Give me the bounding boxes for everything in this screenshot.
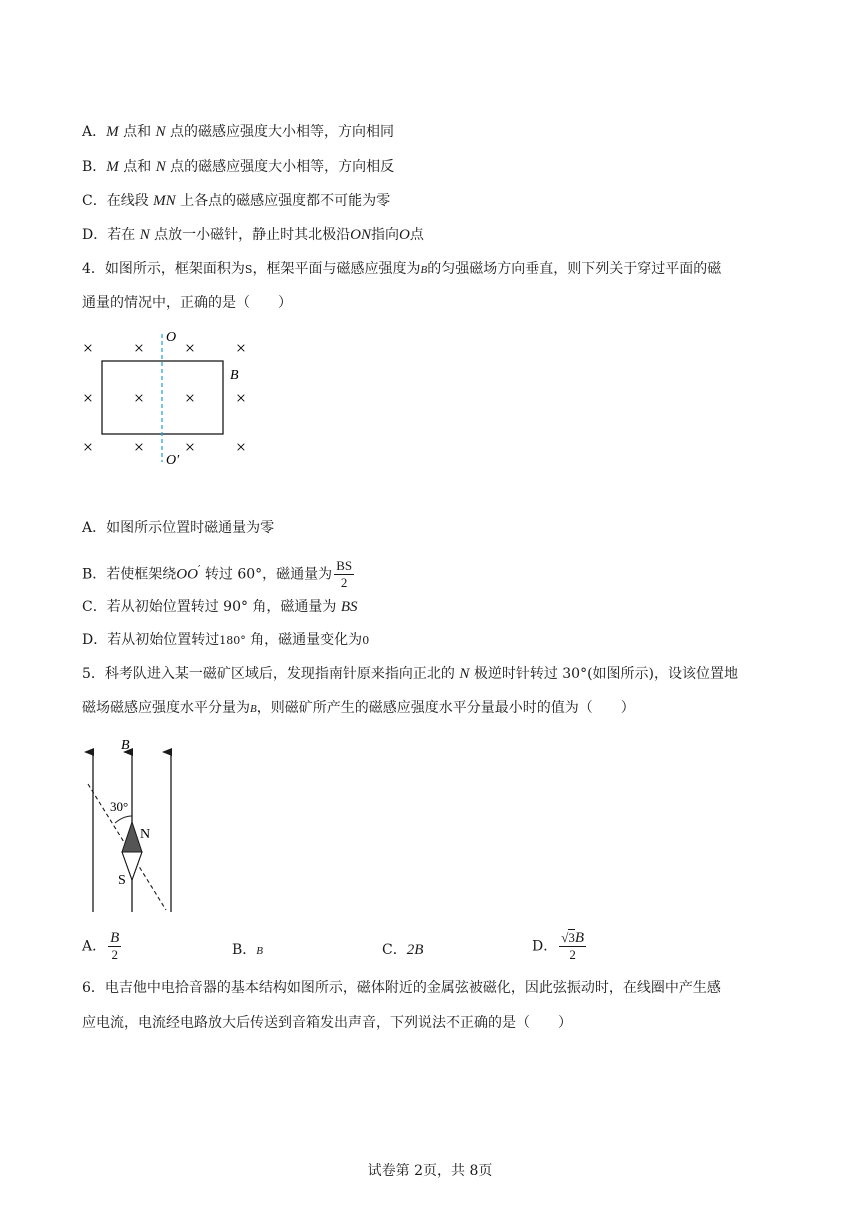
angle-label: 30°: [110, 799, 129, 814]
q3-option-c: C．在线段 MN 上各点的磁感应强度都不可能为零: [82, 193, 391, 209]
fraction-b-over-2: $\frac{B}{2}$: [110, 930, 120, 962]
cross-mark: ×: [235, 388, 247, 408]
q5-option-d: D． $\frac{√3B}{2}$: [532, 930, 585, 962]
q4-option-a: A．如图所示位置时磁通量为零: [82, 520, 275, 536]
cross-mark: ×: [184, 388, 196, 408]
q4-stem-line1: 4．如图所示，框架面积为S，框架平面与磁感应强度为B的匀强磁场方向垂直，则下列关于穿过平面的磁: [82, 261, 722, 277]
axis-label-o: O: [166, 330, 177, 345]
q3-option-b: B．M 点和 N 点的磁感应强度大小相等，方向相反: [82, 159, 395, 175]
field-label-b: B: [121, 738, 130, 753]
cross-mark: ×: [82, 388, 94, 408]
cross-mark: ×: [133, 388, 145, 408]
q4-figure: [78, 326, 258, 468]
cross-mark: ×: [82, 437, 94, 457]
q5-option-a: A． $\frac{B}{2}$: [82, 930, 120, 962]
needle-label-s: S: [118, 873, 126, 888]
fraction-sqrt3b-over-2: $\frac{√3B}{2}$: [561, 930, 585, 962]
q6-stem-line2: 应电流，电流经电路放大后传送到音箱发出声音，下列说法不正确的是（ ）: [82, 1015, 572, 1031]
q3-option-d: D．若在 N 点放一小磁针，静止时其北极沿ON指向O点: [82, 227, 424, 243]
q4-option-d: D．若从初始位置转过180° 角，磁通量变化为0: [82, 632, 370, 648]
cross-mark: ×: [235, 437, 247, 457]
cross-mark: ×: [184, 437, 196, 457]
q5-stem-line2: 磁场磁感应强度水平分量为B，则磁矿所产生的磁感应强度水平分量最小时的值为（ ）: [82, 700, 635, 716]
axis-label-o-prime: O′: [166, 453, 180, 468]
cross-mark: ×: [184, 338, 196, 358]
q5-stem-line1: 5．科考队进入某一磁矿区域后，发现指南针原来指向正北的 N 极逆时针转过 30°(如图所示)，设该位置地: [82, 666, 739, 682]
cross-mark: ×: [133, 437, 145, 457]
cross-mark: ×: [82, 338, 94, 358]
q5-option-b: B．B: [232, 942, 264, 958]
needle-label-n: N: [140, 827, 151, 842]
field-label-b: B: [230, 368, 239, 383]
q4-option-c: C．若从初始位置转过 90° 角，磁通量为 BS: [82, 599, 358, 615]
q4-option-b: B．若使框架绕OO′ 转过 60°，磁通量为 $\frac{BS}{2}$: [82, 558, 353, 591]
q4-stem-line2: 通量的情况中，正确的是（ ）: [82, 295, 292, 311]
cross-mark: ×: [235, 338, 247, 358]
fraction-bs-over-2: $\frac{BS}{2}$: [336, 558, 353, 591]
q5-option-c: C．2B: [382, 942, 424, 958]
page-footer: 试卷第 2页，共 8页: [367, 1163, 493, 1179]
angle-arc: [115, 816, 132, 823]
compass-needle-north: [122, 822, 142, 852]
cross-mark: ×: [133, 338, 145, 358]
q6-stem-line1: 6．电吉他中电拾音器的基本结构如图所示，磁体附近的金属弦被磁化，因此弦振动时，在线圈中产生感: [82, 980, 721, 996]
q3-option-a: A．M 点和 N 点的磁感应强度大小相等，方向相同: [82, 124, 394, 140]
q5-figure: [78, 732, 198, 916]
